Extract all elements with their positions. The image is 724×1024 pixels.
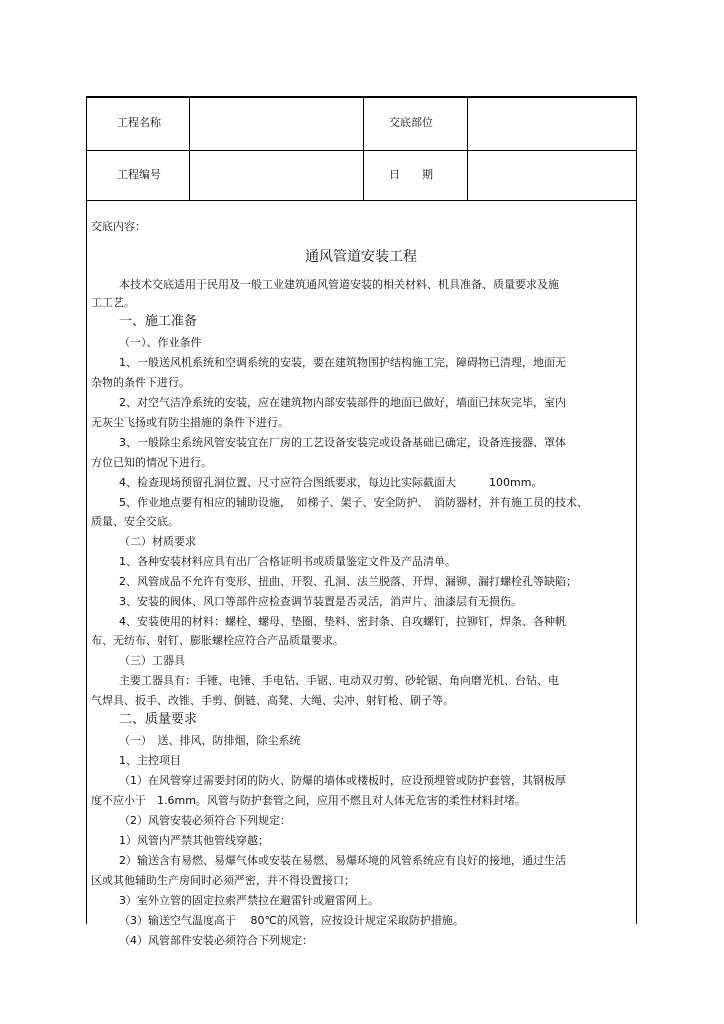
divider (467, 151, 468, 200)
paragraph-line: 区或其他辅助生产房间时必须严密，并不得设置接口； (91, 874, 355, 887)
divider (363, 151, 364, 200)
document-title: 通风管道安装工程 (305, 249, 417, 265)
subsection-heading: （一） 送、排风，防排烟，除尘系统 (119, 734, 301, 747)
paragraph-line: 2）输送含有易燃、易爆气体或安装在易燃、易爆环境的风管系统应有良好的接地，通过生活 (119, 854, 566, 867)
divider (189, 98, 190, 150)
paragraph-line: 本技术交底适用于民用及一般工业建筑通风管道安装的相关材料、机具准备、质量要求及施 (119, 278, 559, 291)
content-intro-label: 交底内容： (91, 220, 146, 233)
subsection-heading: （三）工器具 (119, 654, 185, 667)
paragraph-line: 度不应小于 1.6mm。风管与防护套管之间，应用不燃且对人体无危害的柔性材料封堵。 (91, 794, 526, 807)
divider (189, 151, 190, 200)
paragraph-line: 4、检查现场预留孔洞位置、尺寸应符合图纸要求，每边比实际截面大 100mm。 (119, 476, 543, 489)
paragraph-line: 3、一般除尘系统风管安装宜在厂房的工艺设备安装完或设备基础已确定，设备连接器、罩体 (119, 436, 566, 449)
paragraph-line: 气焊具、扳手、改锥、手剪、倒链、高凳、大绳、尖冲、射钉枪、刷子等。 (91, 694, 454, 707)
paragraph-line: 方位已知的情况下进行。 (91, 456, 212, 469)
paragraph-line: （2）风管安装必须符合下列规定： (119, 814, 291, 827)
paragraph-line: 无灰尘飞扬或有防尘措施的条件下进行。 (91, 416, 289, 429)
header-row-1 (87, 98, 636, 151)
paragraph-line: 1、一般送风机系统和空调系统的安装，要在建筑物围护结构施工完，障碍物已清理，地面无 (119, 356, 566, 369)
section-heading: 二、质量要求 (119, 712, 198, 727)
header-row-2 (87, 151, 636, 201)
paragraph-line: 3、安装的阀体、风口等部件应检查调节装置是否灵活，消声片、油漆层有无损伤。 (119, 595, 522, 608)
paragraph-line: 2、风管成品不允许有变形、扭曲、开裂、孔洞、法兰脱落、开焊、漏铆、漏打螺栓孔等缺陷； (119, 575, 577, 588)
divider (363, 98, 364, 150)
location-label: 交底部位 (389, 116, 433, 129)
date-label: 日 期 (389, 168, 433, 181)
project-name-label: 工程名称 (117, 116, 161, 129)
section-heading: 一、施工准备 (119, 314, 198, 329)
paragraph-line: 4、安装使用的材料：螺栓、螺母、垫圈、垫料、密封条、自攻螺钉，拉铆钉，焊条、各种帆 (119, 615, 566, 628)
paragraph-line: 主要工器具有：手锤、电锤、手电钻、手锯、电动双刃剪、砂轮锯、角向磨光机、台钻、电 (119, 674, 559, 687)
paragraph-line: 质量、安全交底。 (91, 515, 179, 528)
technical-disclosure-form (86, 96, 637, 947)
paragraph-line: 2、对空气洁净系统的安装，应在建筑物内部安装部件的地面已做好，墙面已抹灰完毕，室内 (119, 396, 566, 409)
paragraph-line: 5、作业地点要有相应的辅助设施， 如梯子、架子、安全防护、 消防器材，并有施工员的技术、 (119, 496, 588, 509)
project-no-label: 工程编号 (117, 168, 161, 181)
paragraph-line: （3）输送空气温度高于 80℃的风管，应按设计规定采取防护措施。 (119, 914, 464, 927)
paragraph-line: 1）风管内严禁其他管线穿越； (119, 834, 269, 847)
subsection-heading: （二）材质要求 (119, 535, 196, 548)
paragraph-line: （4）风管部件安装必须符合下列规定： (119, 934, 313, 947)
paragraph-line: 1、各种安装材料应具有出厂合格证明书或质量鉴定文件及产品清单。 (119, 555, 456, 568)
divider (467, 98, 468, 150)
paragraph-line: （1）在风管穿过需要封闭的防火、防爆的墙体或楼板时，应设预埋管或防护套管，其钢板厚 (119, 774, 566, 787)
paragraph-line: 3）室外立管的固定拉索严禁拉在避雷针或避雷网上。 (119, 894, 379, 907)
paragraph-line: 杂物的条件下进行。 (91, 376, 190, 389)
subsection-heading: （一）、作业条件 (119, 336, 202, 349)
paragraph-line: 工工艺。 (91, 296, 135, 309)
paragraph-line: 1、主控项目 (119, 754, 181, 767)
paragraph-line: 布、无纺布、射钉、膨胀螺栓应符合产品质量要求。 (91, 634, 344, 647)
